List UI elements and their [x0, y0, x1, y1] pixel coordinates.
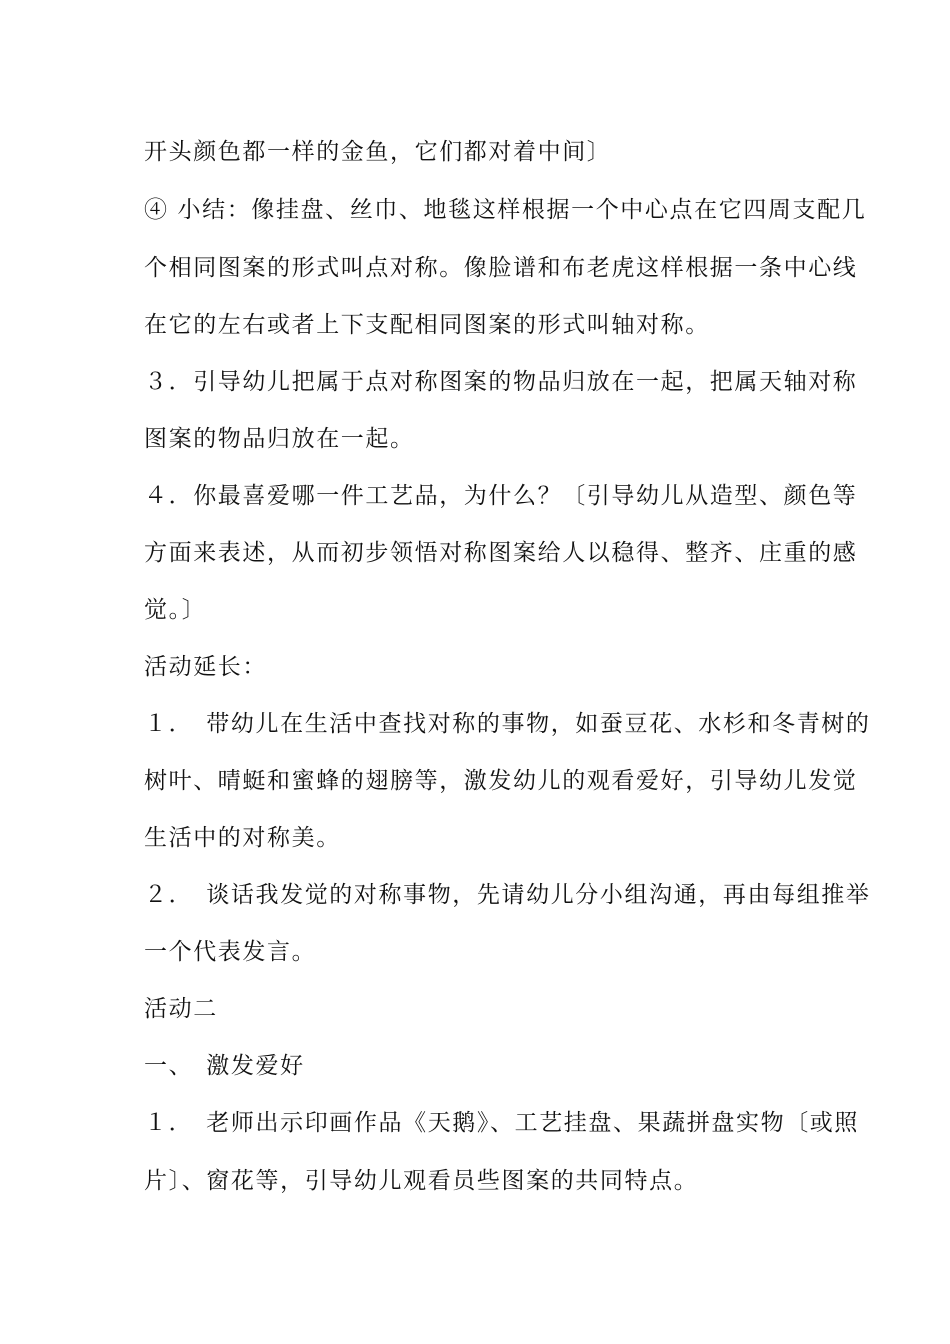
text-line: 树叶、晴蜓和蜜蜂的翅膀等，激发幼儿的观看爱好，引导幼儿发觉	[144, 768, 858, 794]
text-line: 图案的物品归放在一起。	[144, 426, 415, 452]
text-line: ４．你最喜爱哪一件工艺品，为什么？〔引导幼儿从造型、颜色等	[144, 483, 858, 509]
text-line: 在它的左右或者上下支配相同图案的形式叫轴对称。	[144, 312, 710, 338]
text-line: ３．引导幼儿把属于点对称图案的物品归放在一起，把属天轴对称	[144, 369, 858, 395]
text-line: 个相同图案的形式叫点对称。像脸谱和布老虎这样根据一条中心线	[144, 255, 858, 281]
text-line: 片〕、窗花等，引导幼儿观看员些图案的共同特点。	[144, 1168, 699, 1194]
text-line: ２． 谈话我发觉的对称事物，先请幼儿分小组沟通，再由每组推举	[144, 882, 871, 908]
text-line: 开头颜色都一样的金鱼，它们都对着中间〕	[144, 139, 612, 165]
text-line: 一个代表发言。	[144, 939, 317, 965]
subsection-heading: 一、 激发爱好	[144, 1053, 305, 1079]
text-line: 生活中的对称美。	[144, 825, 341, 851]
text-line: ④ 小结：像挂盘、丝巾、地毯这样根据一个中心点在它四周支配几	[144, 197, 867, 223]
text-line: １． 老师出示印画作品《天鹅》、工艺挂盘、果蔬拼盘实物〔或照	[144, 1110, 859, 1136]
section-heading: 活动延长：	[144, 654, 267, 680]
text-line: 觉。〕	[144, 597, 207, 623]
text-line: １． 带幼儿在生活中查找对称的事物，如蚕豆花、水杉和冬青树的	[144, 711, 871, 737]
section-heading: 活动二	[144, 996, 218, 1022]
text-line: 方面来表述，从而初步领悟对称图案给人以稳得、整齐、庄重的感	[144, 540, 858, 566]
